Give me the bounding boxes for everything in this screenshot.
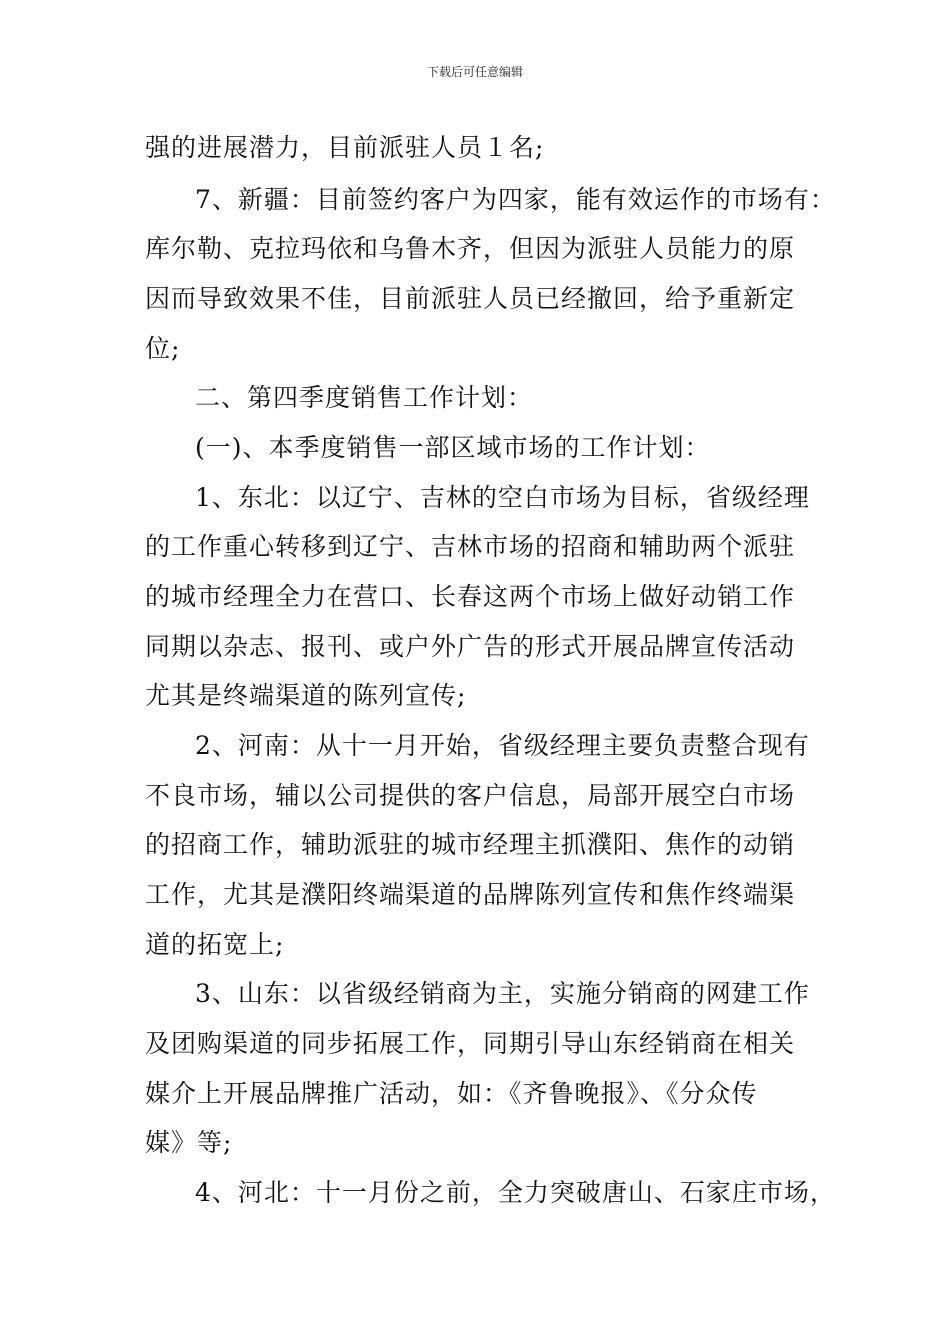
text-line: 4、河北：十一月份之前，全力突破唐山、石家庄市场，: [195, 1178, 836, 1207]
text-line: 的招商工作，辅助派驻的城市经理主抓濮阳、焦作的动销: [145, 830, 796, 859]
subsection-heading: (一)、本季度销售一部区域市场的工作计划：: [195, 433, 711, 462]
text-line: 强的进展潜力，目前派驻人员１名;: [145, 133, 545, 162]
text-line: 的城市经理全力在营口、长春这两个市场上做好动销工作: [145, 582, 796, 611]
text-line: 不良市场，辅以公司提供的客户信息，局部开展空白市场: [145, 781, 796, 810]
text-line: 2、河南：从十一月开始，省级经理主要负责整合现有: [195, 731, 810, 760]
text-line: 1、东北：以辽宁、吉林的空白市场为目标，省级经理: [195, 483, 810, 512]
text-line: 的工作重心转移到辽宁、吉林市场的招商和辅助两个派驻: [145, 532, 796, 561]
page-header: 下载后可任意编辑: [426, 65, 523, 79]
text-line: 同期以杂志、报刊、或户外广告的形式开展品牌宣传活动: [145, 632, 796, 661]
text-line: 及团购渠道的同步拓展工作，同期引导山东经销商在相关: [145, 1029, 796, 1058]
text-line: 媒介上开展品牌推广活动，如：《齐鲁晚报》、《分众传: [145, 1079, 758, 1108]
text-line: 7、新疆：目前签约客户为四家，能有效运作的市场有：: [195, 185, 836, 214]
text-line: 因而导致效果不佳，目前派驻人员已经撤回，给予重新定: [145, 284, 796, 313]
section-heading: 二、第四季度销售工作计划：: [195, 383, 534, 412]
text-line: 尤其是终端渠道的陈列宣传;: [145, 681, 467, 710]
text-line: 位;: [145, 334, 181, 363]
text-line: 3、山东：以省级经销商为主，实施分销商的网建工作: [195, 979, 810, 1008]
text-line: 媒》等;: [145, 1128, 233, 1157]
text-line: 道的拓宽上;: [145, 930, 285, 959]
text-line: 工作，尤其是濮阳终端渠道的品牌陈列宣传和焦作终端渠: [145, 880, 796, 909]
text-line: 库尔勒、克拉玛依和乌鲁木齐，但因为派驻人员能力的原: [145, 234, 796, 263]
